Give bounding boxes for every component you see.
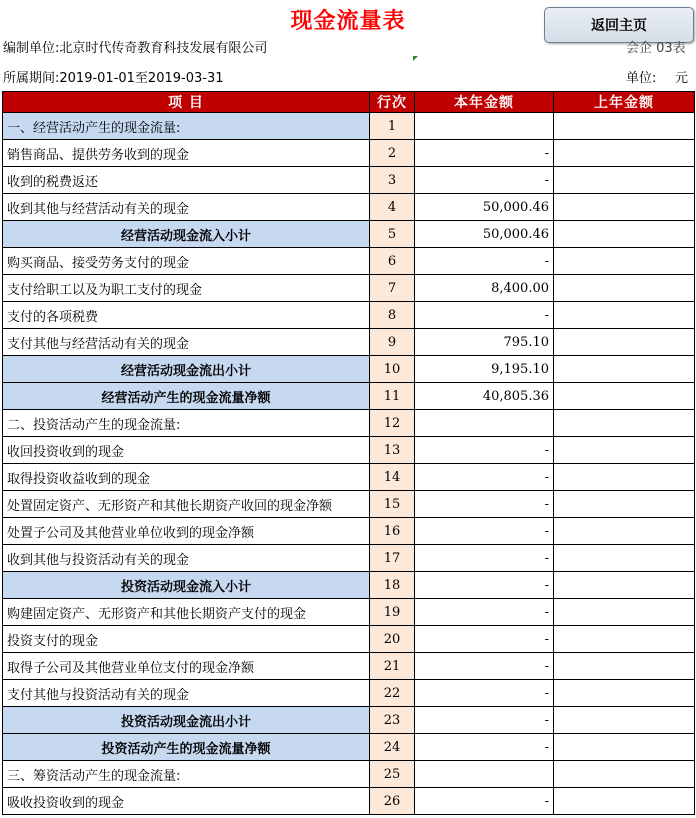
header-item: 项 目: [3, 92, 370, 113]
current-amount-cell[interactable]: -: [415, 545, 554, 572]
line-number-cell[interactable]: 2: [370, 140, 415, 167]
prior-amount-cell[interactable]: [554, 356, 695, 383]
prior-amount-cell[interactable]: [554, 626, 695, 653]
line-number-cell[interactable]: 17: [370, 545, 415, 572]
prior-amount-cell[interactable]: [554, 734, 695, 761]
item-cell[interactable]: 收回投资收到的现金: [3, 437, 370, 464]
current-amount-cell[interactable]: -: [415, 302, 554, 329]
line-number-cell[interactable]: 19: [370, 599, 415, 626]
item-cell[interactable]: 一、经营活动产生的现金流量:: [3, 113, 370, 140]
current-amount-cell[interactable]: -: [415, 248, 554, 275]
current-amount-cell[interactable]: 795.10: [415, 329, 554, 356]
table-row: [3, 167, 695, 194]
table-row: [3, 464, 695, 491]
cell-comment-indicator: [413, 56, 418, 61]
prior-amount-cell[interactable]: [554, 545, 695, 572]
current-amount-cell[interactable]: [415, 113, 554, 140]
item-cell[interactable]: 收到的税费返还: [3, 167, 370, 194]
line-number-cell[interactable]: 11: [370, 383, 415, 410]
line-number-cell[interactable]: 13: [370, 437, 415, 464]
prior-amount-cell[interactable]: [554, 140, 695, 167]
company-label: 编制单位:北京时代传奇教育科技发展有限公司: [3, 41, 268, 56]
table-row: [3, 761, 695, 788]
current-amount-cell[interactable]: -: [415, 464, 554, 491]
table-row: [3, 356, 695, 383]
prior-amount-cell[interactable]: [554, 707, 695, 734]
item-cell[interactable]: 经营活动现金流入小计: [3, 221, 370, 248]
line-number-cell[interactable]: 6: [370, 248, 415, 275]
table-row: [3, 302, 695, 329]
report-title: 现金流量表: [290, 9, 406, 34]
item-cell[interactable]: 支付其他与投资活动有关的现金: [3, 680, 370, 707]
header-current-year: 本年金额: [415, 92, 554, 113]
item-cell[interactable]: 投资支付的现金: [3, 626, 370, 653]
prior-amount-cell[interactable]: [554, 383, 695, 410]
table-row: [3, 194, 695, 221]
table-row: [3, 653, 695, 680]
table-row: [3, 437, 695, 464]
table-row: [3, 518, 695, 545]
current-amount-cell[interactable]: -: [415, 680, 554, 707]
unit-value: 元: [675, 71, 689, 86]
table-row: [3, 599, 695, 626]
line-number-cell[interactable]: 23: [370, 707, 415, 734]
prior-amount-cell[interactable]: [554, 329, 695, 356]
current-amount-cell[interactable]: 50,000.46: [415, 221, 554, 248]
item-cell[interactable]: 收到其他与经营活动有关的现金: [3, 194, 370, 221]
item-cell[interactable]: 销售商品、提供劳务收到的现金: [3, 140, 370, 167]
line-number-cell[interactable]: 22: [370, 680, 415, 707]
item-cell[interactable]: 二、投资活动产生的现金流量:: [3, 410, 370, 437]
current-amount-cell[interactable]: -: [415, 788, 554, 815]
prior-amount-cell[interactable]: [554, 653, 695, 680]
unit-label: 单位:: [626, 71, 657, 86]
item-cell[interactable]: 收到其他与投资活动有关的现金: [3, 545, 370, 572]
item-cell[interactable]: 取得投资收益收到的现金: [3, 464, 370, 491]
current-amount-cell[interactable]: -: [415, 626, 554, 653]
current-amount-cell[interactable]: [415, 410, 554, 437]
item-cell[interactable]: 处置子公司及其他营业单位收到的现金净额: [3, 518, 370, 545]
current-amount-cell[interactable]: -: [415, 653, 554, 680]
prior-amount-cell[interactable]: [554, 572, 695, 599]
form-code: 会企 03表: [626, 41, 686, 56]
table-row: [3, 221, 695, 248]
item-cell[interactable]: 投资活动产生的现金流量净额: [3, 734, 370, 761]
line-number-cell[interactable]: 7: [370, 275, 415, 302]
current-amount-cell[interactable]: -: [415, 599, 554, 626]
current-amount-cell[interactable]: 9,195.10: [415, 356, 554, 383]
prior-amount-cell[interactable]: [554, 410, 695, 437]
table-row: [3, 707, 695, 734]
prior-amount-cell[interactable]: [554, 599, 695, 626]
item-cell[interactable]: 经营活动产生的现金流量净额: [3, 383, 370, 410]
item-cell[interactable]: 投资活动现金流出小计: [3, 707, 370, 734]
current-amount-cell[interactable]: 40,805.36: [415, 383, 554, 410]
table-row: [3, 329, 695, 356]
item-cell[interactable]: 三、筹资活动产生的现金流量:: [3, 761, 370, 788]
line-number-cell[interactable]: 20: [370, 626, 415, 653]
prior-amount-cell[interactable]: [554, 788, 695, 815]
item-cell[interactable]: 购买商品、接受劳务支付的现金: [3, 248, 370, 275]
prior-amount-cell[interactable]: [554, 680, 695, 707]
prior-amount-cell[interactable]: [554, 248, 695, 275]
item-cell[interactable]: 经营活动现金流出小计: [3, 356, 370, 383]
table-row: [3, 140, 695, 167]
table-row: [3, 788, 695, 815]
prior-amount-cell[interactable]: [554, 761, 695, 788]
current-amount-cell[interactable]: -: [415, 572, 554, 599]
current-amount-cell[interactable]: -: [415, 437, 554, 464]
current-amount-cell[interactable]: -: [415, 491, 554, 518]
cash-flow-table: [2, 91, 695, 815]
line-number-cell[interactable]: 14: [370, 464, 415, 491]
prior-amount-cell[interactable]: [554, 437, 695, 464]
line-number-cell[interactable]: 12: [370, 410, 415, 437]
item-cell[interactable]: 取得子公司及其他营业单位支付的现金净额: [3, 653, 370, 680]
period-label: 所属期间:2019-01-01至2019-03-31: [3, 71, 224, 86]
current-amount-cell[interactable]: -: [415, 167, 554, 194]
line-number-cell[interactable]: 26: [370, 788, 415, 815]
header-prior-year: 上年金额: [554, 92, 695, 113]
line-number-cell[interactable]: 10: [370, 356, 415, 383]
line-number-cell[interactable]: 4: [370, 194, 415, 221]
line-number-cell[interactable]: 18: [370, 572, 415, 599]
item-cell[interactable]: 支付其他与经营活动有关的现金: [3, 329, 370, 356]
item-cell[interactable]: 购建固定资产、无形资产和其他长期资产支付的现金: [3, 599, 370, 626]
prior-amount-cell[interactable]: [554, 275, 695, 302]
current-amount-cell[interactable]: -: [415, 734, 554, 761]
item-cell[interactable]: 投资活动现金流入小计: [3, 572, 370, 599]
line-number-cell[interactable]: 24: [370, 734, 415, 761]
header-line-no: 行次: [370, 92, 415, 113]
item-cell[interactable]: 支付给职工以及为职工支付的现金: [3, 275, 370, 302]
line-number-cell[interactable]: 9: [370, 329, 415, 356]
prior-amount-cell[interactable]: [554, 221, 695, 248]
table-row: [3, 545, 695, 572]
prior-amount-cell[interactable]: [554, 113, 695, 140]
prior-amount-cell[interactable]: [554, 194, 695, 221]
header-row: [3, 92, 695, 113]
line-number-cell[interactable]: 16: [370, 518, 415, 545]
line-number-cell[interactable]: 3: [370, 167, 415, 194]
line-number-cell[interactable]: 25: [370, 761, 415, 788]
table-row: [3, 572, 695, 599]
prior-amount-cell[interactable]: [554, 464, 695, 491]
prior-amount-cell[interactable]: [554, 302, 695, 329]
table-row: [3, 248, 695, 275]
item-cell[interactable]: 支付的各项税费: [3, 302, 370, 329]
line-number-cell[interactable]: 8: [370, 302, 415, 329]
current-amount-cell[interactable]: [415, 761, 554, 788]
current-amount-cell[interactable]: 50,000.46: [415, 194, 554, 221]
line-number-cell[interactable]: 1: [370, 113, 415, 140]
current-amount-cell[interactable]: -: [415, 518, 554, 545]
current-amount-cell[interactable]: -: [415, 140, 554, 167]
item-cell[interactable]: 吸收投资收到的现金: [3, 788, 370, 815]
table-row: [3, 680, 695, 707]
table-row: [3, 113, 695, 140]
return-home-button[interactable]: 返回主页: [544, 7, 694, 43]
prior-amount-cell[interactable]: [554, 491, 695, 518]
prior-amount-cell[interactable]: [554, 518, 695, 545]
table-row: [3, 275, 695, 302]
table-row: [3, 491, 695, 518]
item-cell[interactable]: 处置固定资产、无形资产和其他长期资产收回的现金净额: [3, 491, 370, 518]
table-row: [3, 626, 695, 653]
table-row: [3, 410, 695, 437]
line-number-cell[interactable]: 15: [370, 491, 415, 518]
table-row: [3, 383, 695, 410]
table-row: [3, 734, 695, 761]
prior-amount-cell[interactable]: [554, 167, 695, 194]
current-amount-cell[interactable]: -: [415, 707, 554, 734]
line-number-cell[interactable]: 21: [370, 653, 415, 680]
line-number-cell[interactable]: 5: [370, 221, 415, 248]
current-amount-cell[interactable]: 8,400.00: [415, 275, 554, 302]
